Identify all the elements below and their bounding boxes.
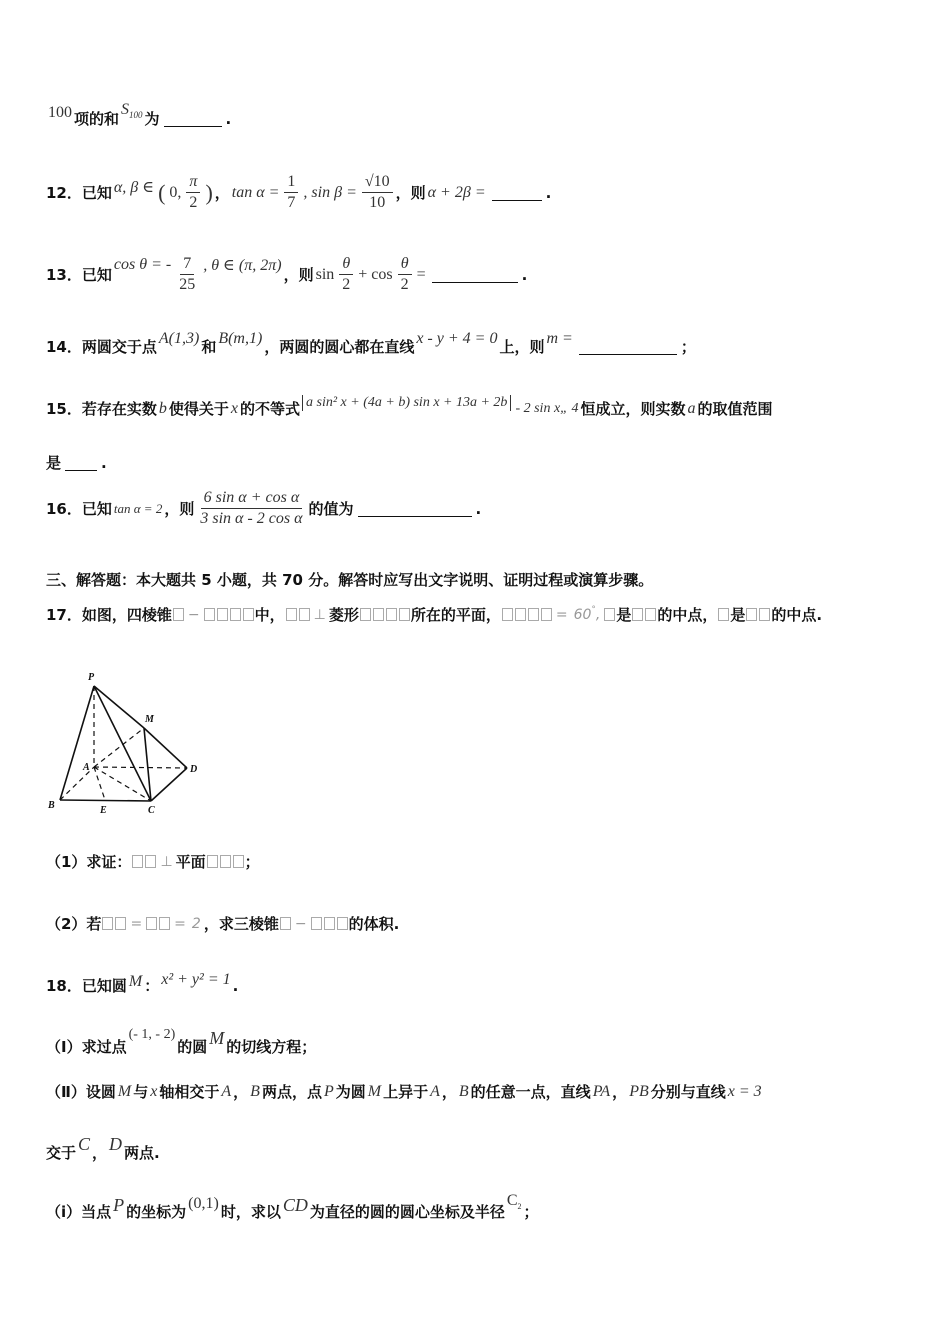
math-m: M (209, 1028, 225, 1048)
math-b: B (458, 1082, 469, 1100)
question-18-part-2-cont (46, 1134, 906, 1163)
math-cd: CD (282, 1195, 308, 1215)
question-18 (46, 970, 906, 996)
text: . (545, 183, 552, 202)
text: 的值为 (308, 500, 354, 518)
missing-glyph (718, 608, 729, 621)
text: 使得关于 (168, 400, 229, 418)
minus-symbol: − (187, 606, 200, 623)
text: 的体积. (348, 915, 400, 933)
label-e: E (100, 805, 107, 816)
math-b: b (158, 399, 167, 417)
math-m: m = (546, 329, 573, 347)
text: 平面 (175, 853, 206, 871)
term-count: 100 (48, 103, 72, 121)
math-a: a (687, 399, 696, 417)
missing-glyph (645, 608, 656, 621)
edge-ad (94, 767, 187, 768)
dashed-edges (60, 686, 187, 801)
label-a: A (83, 762, 90, 773)
missing-glyph (243, 608, 254, 621)
math-sin: , sin β = (303, 183, 357, 201)
label-c: C (148, 805, 155, 816)
text: ， (612, 1083, 628, 1101)
fraction-trig: $\frac{\text{6 sin α + cos α}}{\text{3 sin α - 2 cos α}}$ (200, 489, 303, 527)
question-number: 14．两圆交于点 (46, 338, 157, 356)
point: (0,1) (188, 1194, 219, 1212)
text: 上，则 (499, 338, 545, 356)
text: 项的和 (74, 110, 120, 128)
point-b: B(m,1) (218, 329, 263, 347)
text: ，则 (395, 184, 426, 202)
text: . (232, 976, 239, 995)
math-vars: α, β ∈ (113, 178, 155, 196)
text: 是 (616, 606, 632, 624)
question-15 (46, 394, 906, 419)
math-m: M (117, 1082, 132, 1100)
question-15-cont (46, 452, 906, 473)
missing-glyph (145, 855, 156, 868)
text: 所在的平面， (410, 606, 501, 624)
text: 两点. (124, 1144, 160, 1162)
math-range: , θ ∈ (π, 2π) (203, 256, 282, 274)
text: 中， (254, 606, 285, 624)
perp-symbol: ⊥ (160, 853, 173, 870)
missing-glyph (220, 855, 231, 868)
math-line: x - y + 4 = 0 (416, 329, 498, 347)
point-a: A(1,3) (158, 329, 200, 347)
question-18-part-2 (46, 1081, 906, 1102)
missing-glyph (230, 608, 241, 621)
interval-close: ) (205, 179, 213, 205)
math-cos: cos θ = - (113, 255, 172, 273)
missing-glyph (173, 608, 184, 621)
minus-symbol: − (294, 915, 307, 932)
math-pb: PB (629, 1082, 649, 1100)
missing-glyph (217, 608, 228, 621)
question-number: 13．已知 (46, 266, 112, 284)
question-16 (46, 488, 906, 529)
math-eq: = (416, 265, 426, 283)
fraction-theta-2: $\frac{\theta}{2}$ (339, 254, 353, 295)
text: ，两圆的圆心都在直线 (264, 338, 415, 356)
missing-glyph (746, 608, 757, 621)
missing-glyph (541, 608, 552, 621)
missing-glyph (324, 917, 335, 930)
question-number: 18．已知圆 (46, 977, 127, 995)
question-14 (46, 329, 906, 357)
label-m: M (145, 714, 154, 725)
text: （ⅰ）当点 (46, 1203, 112, 1221)
text: 的任意一点，直线 (470, 1083, 591, 1101)
sum-symbol: $S_{100}$ (121, 100, 143, 121)
missing-glyph (360, 608, 371, 621)
text: 菱形 (328, 606, 359, 624)
text: . (475, 499, 482, 518)
label-d: D (190, 764, 198, 775)
text: 为圆 (335, 1083, 366, 1101)
text: 与 (133, 1083, 149, 1101)
text: （2）若 (46, 915, 102, 933)
question-17 (46, 604, 906, 625)
missing-glyph (311, 917, 322, 930)
equals-symbol: = (130, 915, 143, 932)
question-18-part-2-i (46, 1191, 906, 1222)
label-b: B (48, 800, 55, 811)
pyramid-figure (44, 668, 204, 818)
missing-glyph (515, 608, 526, 621)
math-x: x (230, 399, 238, 417)
text: ，则 (164, 500, 195, 518)
answer-blank[interactable] (65, 469, 97, 471)
question-17-part-2 (46, 913, 906, 934)
perp-symbol: ⊥ (313, 606, 326, 623)
text: 的切线方程； (226, 1038, 317, 1056)
missing-glyph (233, 855, 244, 868)
math-d: D (109, 1134, 123, 1154)
q11-continuation (46, 100, 906, 129)
text: （Ⅱ）设圆 (46, 1083, 116, 1101)
missing-glyph (632, 608, 643, 621)
text: ； (523, 1203, 539, 1221)
missing-glyph (102, 917, 113, 930)
text: 为直径的圆的圆心坐标及半径 (309, 1203, 505, 1221)
text: 恒成立，则实数 (580, 400, 686, 418)
text: 的坐标为 (126, 1203, 187, 1221)
text: . (101, 453, 107, 472)
missing-glyph (386, 608, 397, 621)
math-tan: tan α = 2 (113, 500, 163, 516)
question-number: 12．已知 (46, 184, 112, 202)
interval-zero: 0, (169, 183, 182, 201)
missing-glyph (528, 608, 539, 621)
text: ， (92, 1144, 108, 1162)
text: 轴相交于 (159, 1083, 220, 1101)
math-a: A (430, 1082, 440, 1100)
point: (- 1, - 2) (128, 1026, 176, 1042)
answer-blank[interactable] (432, 281, 518, 283)
circle-equation: x² + y² = 1 (161, 970, 231, 988)
math-tan: tan α = (231, 183, 280, 201)
math-m: M (367, 1082, 382, 1100)
edge-bc (60, 800, 151, 801)
edge-cd (151, 768, 187, 801)
text: . (225, 109, 232, 128)
missing-glyph (399, 608, 410, 621)
text: 的不等式 (240, 400, 301, 418)
missing-glyph (337, 917, 348, 930)
text: ； (244, 853, 260, 871)
text: ，求三棱锥 (203, 915, 279, 933)
text: 是 (730, 606, 746, 624)
math-x: x (150, 1082, 158, 1100)
missing-glyph (759, 608, 770, 621)
answer-blank[interactable] (164, 125, 222, 127)
math-sin: sin (315, 265, 335, 283)
inequality-abs: a sin² x + (4a + b) sin x + 13a + 2b (302, 395, 511, 411)
math-c2: $C_2$ (506, 1191, 522, 1212)
text: ， (233, 1083, 249, 1101)
text: ， (214, 184, 230, 202)
missing-glyph (604, 608, 615, 621)
fraction-1-7: $\frac{1}{7}$ (284, 172, 298, 213)
edge-pm (94, 686, 144, 728)
missing-glyph (502, 608, 513, 621)
edge-am (94, 728, 144, 767)
edge-pc (94, 686, 151, 801)
text: 为 (144, 110, 160, 128)
edge-md (144, 728, 187, 768)
math-c: C (78, 1134, 91, 1154)
missing-glyph (286, 608, 297, 621)
text: （1）求证： (46, 853, 132, 871)
missing-glyph (159, 917, 170, 930)
question-13 (46, 254, 906, 295)
math-line: x = 3 (727, 1082, 762, 1100)
missing-glyph (373, 608, 384, 621)
text: ，则 (283, 266, 314, 284)
equals-symbol: = (555, 606, 568, 623)
question-number: 15．若存在实数 (46, 400, 157, 418)
missing-glyph (115, 917, 126, 930)
text: 的取值范围 (697, 400, 773, 418)
text: （Ⅰ）求过点 (46, 1038, 127, 1056)
text: 和 (201, 338, 217, 356)
missing-glyph (280, 917, 291, 930)
missing-glyph (132, 855, 143, 868)
text: 上异于 (383, 1083, 429, 1101)
text: 的中点. (771, 606, 823, 624)
value-2: 2 (191, 915, 201, 932)
text: 两点，点 (261, 1083, 322, 1101)
angle-60: 60°, (573, 604, 601, 623)
missing-glyph (204, 608, 215, 621)
question-17-part-1 (46, 851, 906, 872)
math-expr: α + 2β = (427, 183, 486, 201)
section-3-heading: 三、解答题：本大题共 5 小题，共 70 分。解答时应写出文字说明、证明过程或演算步骤。 (46, 571, 654, 589)
text: ； (680, 338, 696, 356)
answer-blank[interactable] (579, 353, 677, 355)
text: ， (441, 1083, 457, 1101)
question-18-part-1 (46, 1026, 906, 1057)
answer-blank[interactable] (358, 515, 472, 517)
inequality-rhs: - 2 sin x„ 4 (515, 400, 579, 416)
fraction-theta-2b: $\frac{\theta}{2}$ (398, 254, 412, 295)
missing-glyph (146, 917, 157, 930)
missing-glyph (207, 855, 218, 868)
edge-pb (60, 686, 94, 800)
math-p: P (113, 1195, 125, 1215)
fraction-sqrt10-10: $\frac{√10}{10}$ (362, 172, 393, 213)
math-plus-cos: + cos (358, 265, 393, 283)
math-p: P (323, 1082, 334, 1100)
text: 交于 (46, 1144, 77, 1162)
question-12 (46, 172, 906, 213)
question-number: 16．已知 (46, 500, 112, 518)
question-number: 17．如图，四棱锥 (46, 606, 172, 624)
math-a: A (221, 1082, 232, 1100)
math-m: M (128, 972, 143, 990)
text: 是 (46, 454, 62, 472)
text: 的中点， (657, 606, 718, 624)
answer-blank[interactable] (492, 199, 542, 201)
missing-glyph (299, 608, 310, 621)
interval: ( (158, 179, 166, 205)
text: . (521, 265, 528, 284)
fraction-7-25: $\frac{7}{25}$ (179, 255, 196, 293)
math-b: B (250, 1082, 260, 1100)
equals-symbol: = (174, 915, 186, 932)
text: 分别与直线 (650, 1083, 726, 1101)
fraction-pi-2: $\frac{\pi}{2}$ (186, 172, 200, 213)
text: ： (144, 977, 160, 995)
label-p: P (88, 672, 95, 683)
text: 的圆 (177, 1038, 208, 1056)
math-pa: PA (592, 1082, 611, 1100)
text: 时，求以 (220, 1203, 281, 1221)
